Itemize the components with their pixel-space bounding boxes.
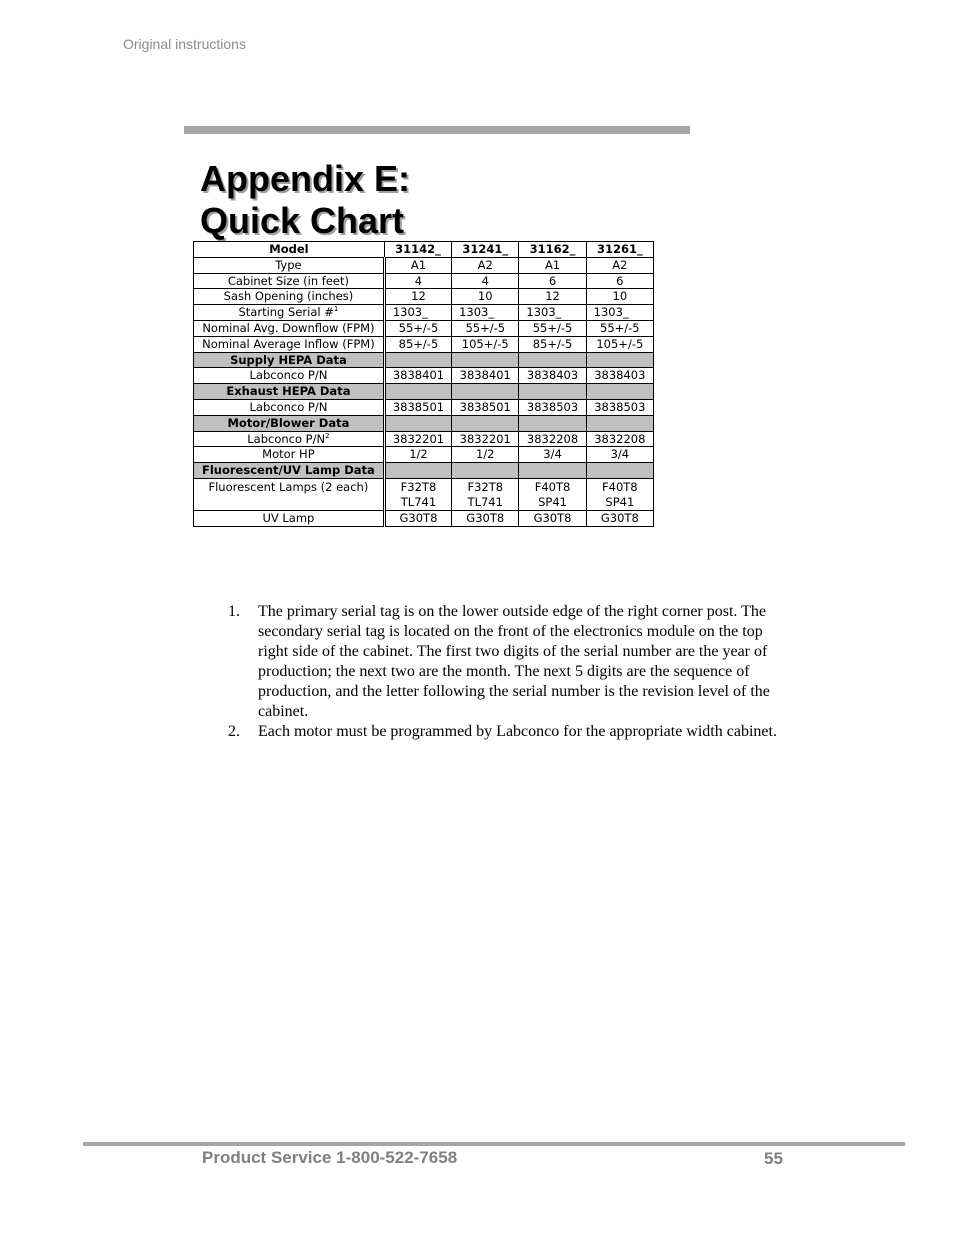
table-row [194, 257, 654, 273]
header-model-2: 31241_ [452, 242, 519, 258]
section-empty-cell [452, 384, 519, 400]
table-cell: 3832201 [384, 431, 451, 447]
table-row [194, 368, 654, 384]
table-cell: F32T8 TL741 [384, 478, 451, 510]
row-label-text: UV Lamp [262, 510, 315, 525]
section-label: Motor/Blower Data [194, 415, 385, 431]
quick-chart-table [193, 241, 654, 527]
header-note: Original instructions [123, 36, 246, 52]
table-cell: 3832208 [519, 431, 586, 447]
top-rule [184, 126, 690, 134]
table-row [194, 510, 654, 526]
table-cell: 3832208 [586, 431, 653, 447]
row-label [194, 478, 385, 510]
table-cell: 105+/-5 [452, 336, 519, 352]
table-cell: 1303_ [519, 305, 586, 321]
section-label: Fluorescent/UV Lamp Data [194, 463, 385, 479]
table-cell: 4 [452, 273, 519, 289]
header-model: Model [194, 242, 385, 258]
table-cell: F40T8 SP41 [586, 478, 653, 510]
footnote-text: Each motor must be programmed by Labconco for the appropriate width cabinet. [258, 723, 777, 740]
table-cell: G30T8 [586, 510, 653, 526]
table-cell: 12 [519, 289, 586, 305]
section-empty-cell [519, 463, 586, 479]
row-label-text: Labconco P/N [247, 431, 326, 446]
row-label-text: Labconco P/N [249, 399, 328, 414]
table-cell: 55+/-5 [586, 320, 653, 336]
section-empty-cell [384, 384, 451, 400]
table-cell: 3838403 [586, 368, 653, 384]
table-cell: A1 [384, 257, 451, 273]
section-empty-cell [452, 415, 519, 431]
table-cell: 6 [586, 273, 653, 289]
table-row [194, 273, 654, 289]
row-label [194, 431, 385, 447]
row-label [194, 399, 385, 415]
table-row [194, 478, 654, 510]
footnote-text: The primary serial tag is on the lower outside edge of the right corner post. The secondary serial tag is located on the front of the electronics module on the top right side of the cabinet. The first two digits of the serial number are the year of production; the next two are the month. The next 5 digits are the sequence of production, and the letter following the serial number is the revision level of the cabinet. [258, 603, 770, 720]
table-cell: 3832201 [452, 431, 519, 447]
section-empty-cell [519, 352, 586, 368]
table-header [194, 242, 654, 258]
table-cell: 55+/-5 [384, 320, 451, 336]
table-cell: 10 [452, 289, 519, 305]
row-label-text: Starting Serial # [238, 305, 334, 320]
footnote-marker: 2 [325, 431, 330, 440]
table-row [194, 289, 654, 305]
title-line-1: Appendix E: [200, 158, 411, 199]
footnote-item [228, 722, 788, 742]
header-model-1: 31142_ [384, 242, 451, 258]
table-body [194, 257, 654, 526]
table-row [194, 305, 654, 321]
row-label [194, 368, 385, 384]
section-empty-cell [384, 352, 451, 368]
table-cell: 55+/-5 [452, 320, 519, 336]
table-cell: 1303_ [384, 305, 451, 321]
row-label-text: Nominal Average Inflow (FPM) [202, 336, 375, 351]
table-cell: 4 [384, 273, 451, 289]
table-cell: 3838503 [519, 399, 586, 415]
footnotes-list [228, 602, 788, 742]
section-empty-cell [452, 463, 519, 479]
table-cell: 85+/-5 [519, 336, 586, 352]
table-cell: 1303_ [586, 305, 653, 321]
table-cell: F40T8 SP41 [519, 478, 586, 510]
footnote-number: 1. [228, 603, 240, 620]
table-cell: G30T8 [519, 510, 586, 526]
table-cell: 85+/-5 [384, 336, 451, 352]
page-title [200, 158, 410, 242]
header-model-4: 31261_ [586, 242, 653, 258]
row-label [194, 447, 385, 463]
table-row [194, 320, 654, 336]
section-empty-cell [452, 352, 519, 368]
table-cell: A1 [519, 257, 586, 273]
table-cell: 3838401 [452, 368, 519, 384]
row-label-text: Cabinet Size (in feet) [227, 273, 349, 288]
section-empty-cell [384, 463, 451, 479]
table-row [194, 399, 654, 415]
section-empty-cell [586, 463, 653, 479]
table-cell: G30T8 [452, 510, 519, 526]
table-cell: 10 [586, 289, 653, 305]
row-label [194, 320, 385, 336]
table-cell: 1/2 [452, 447, 519, 463]
table-cell: 12 [384, 289, 451, 305]
row-label [194, 305, 385, 321]
footnote-marker: 1 [333, 305, 339, 314]
table-row [194, 431, 654, 447]
section-label: Supply HEPA Data [194, 352, 385, 368]
table-cell: F32T8 TL741 [452, 478, 519, 510]
title-line-2: Quick Chart [200, 200, 405, 241]
bottom-rule [83, 1142, 905, 1146]
row-label-text: Type [275, 257, 302, 272]
table-section-row [194, 384, 654, 400]
table-cell: 1/2 [384, 447, 451, 463]
section-label: Exhaust HEPA Data [194, 384, 385, 400]
table-cell: A2 [586, 257, 653, 273]
section-empty-cell [519, 384, 586, 400]
row-label [194, 289, 385, 305]
page-number: 55 [764, 1149, 783, 1168]
row-label-text: Nominal Avg. Downflow (FPM) [202, 320, 375, 335]
row-label [194, 510, 385, 526]
table-section-row [194, 352, 654, 368]
table-cell: 3838501 [384, 399, 451, 415]
section-empty-cell [586, 384, 653, 400]
section-empty-cell [519, 415, 586, 431]
section-empty-cell [586, 415, 653, 431]
table-header-row [194, 242, 654, 258]
section-empty-cell [384, 415, 451, 431]
table-cell: 1303_ [452, 305, 519, 321]
table-cell: 3/4 [586, 447, 653, 463]
row-label-text: Sash Opening (inches) [223, 289, 354, 304]
table-section-row [194, 463, 654, 479]
table-cell: 3838403 [519, 368, 586, 384]
table-cell: 3838501 [452, 399, 519, 415]
footnote-item [228, 602, 788, 722]
table-cell: 3838503 [586, 399, 653, 415]
footer-product-service: Product Service 1-800-522-7658 [202, 1148, 458, 1167]
section-empty-cell [586, 352, 653, 368]
row-label-text: Labconco P/N [249, 368, 328, 383]
row-label [194, 273, 385, 289]
table-cell: A2 [452, 257, 519, 273]
table-section-row [194, 415, 654, 431]
row-label [194, 336, 385, 352]
row-label [194, 257, 385, 273]
table-row [194, 336, 654, 352]
header-model-3: 31162_ [519, 242, 586, 258]
table-cell: 105+/-5 [586, 336, 653, 352]
table-row [194, 447, 654, 463]
table-cell: 6 [519, 273, 586, 289]
footnote-number: 2. [228, 723, 240, 740]
row-label-text: Motor HP [262, 447, 315, 462]
row-label-text: Fluorescent Lamps (2 each) [208, 479, 369, 494]
table-cell: 3838401 [384, 368, 451, 384]
table-cell: 55+/-5 [519, 320, 586, 336]
table-cell: 3/4 [519, 447, 586, 463]
table-cell: G30T8 [384, 510, 451, 526]
